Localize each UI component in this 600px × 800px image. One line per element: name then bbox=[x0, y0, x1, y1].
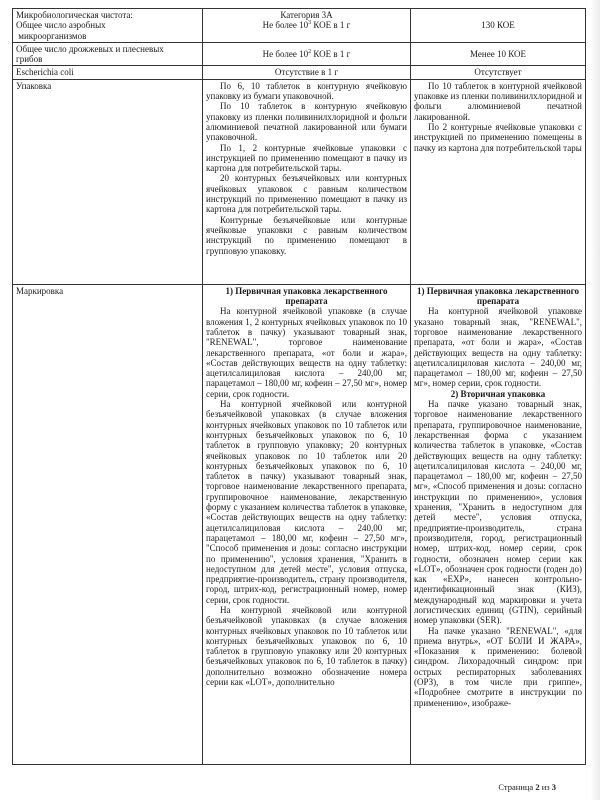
table-row-marking bbox=[13, 284, 586, 764]
table-row-packaging bbox=[13, 79, 586, 284]
marking-result-paragraph: На контурной ячейковой упаковке указано товарный знак, "RENEWAL", торговое наименование лекарственного препарата, «от боли и жара», «Состав действующих веществ на одну таблетку: ацетилсалициловая кислота – 240,00 мг, парацетамол – 180,00 мг, кофеин – 27,50 мг», номер серии, срок годности. bbox=[414, 306, 582, 389]
micro-result: 130 КОЕ bbox=[481, 20, 515, 31]
packaging-paragraph: По 10 таблеток в контурную ячейковую упаковку из пленки поливинилхлоридной и фольги алюминиевой печатной лакированной или бумаги упаковочной. bbox=[206, 101, 407, 143]
ecoli-result-cell: Отсутствует bbox=[411, 66, 586, 79]
yeast-label-line: грибов bbox=[16, 54, 43, 65]
marking-norm-cell bbox=[203, 284, 411, 764]
packaging-label-cell: Упаковка bbox=[13, 79, 203, 284]
marking-paragraph: На контурной ячейковой упаковке (в случае вложения 1, 2 контурных ячейковых упаковок по 10 таблеток в пачку) указывают товарный знак, "RENEWAL", торговое наименование лекарственного препарата, «от боли и жара», «Состав действующих веществ на одну таблетку: ацетилсалициловая кислота – 240,00 мг, парацетамол – 180,00 мг, кофеин – 27,50 мг», номер серии, срок годности. bbox=[206, 306, 407, 399]
yeast-result-cell bbox=[411, 42, 586, 66]
packaging-paragraph: 20 контурных безъячейковых или контурных ячейковых упаковок с равным количеством инструкций по применению помещают в пачку из картона для потребительской тары. bbox=[206, 173, 407, 215]
specification-table bbox=[12, 8, 586, 765]
micro-label-line: Микробиологическая чистота: bbox=[16, 10, 133, 20]
yeast-limit-text: Не более 10 bbox=[262, 49, 309, 60]
micro-label-cell bbox=[13, 9, 203, 43]
marking-result-heading-secondary: 2) Вторичная упаковка bbox=[450, 388, 546, 399]
packaging-paragraph: По 6, 10 таблеток в контурную ячейковую упаковку из бумаги упаковочной. bbox=[206, 80, 407, 102]
marking-result-cell bbox=[411, 284, 586, 764]
footer-page-number: 2 bbox=[535, 782, 540, 792]
yeast-result: Менее 10 КОЕ bbox=[470, 49, 526, 60]
packaging-result-cell bbox=[411, 79, 586, 284]
micro-category: Категория 3А bbox=[280, 10, 333, 20]
footer-prefix: Страница bbox=[498, 782, 536, 792]
ecoli-label-cell: Escherichia coli bbox=[13, 66, 203, 79]
yeast-limit-unit: КОЕ в 1 г bbox=[311, 49, 351, 60]
marking-heading: 1) Первичная упаковка лекарственного препарата bbox=[225, 285, 388, 307]
packaging-result-paragraph: По 2 контурные ячейковые упаковки с инструкцией по применению помещены в пачку из картона для потребительской тары bbox=[414, 121, 582, 153]
scan-edge-shadow bbox=[590, 0, 600, 800]
micro-label-line: микроорганизмов bbox=[16, 30, 87, 41]
micro-limit-unit: КОЕ в 1 г bbox=[311, 20, 351, 31]
yeast-norm-cell bbox=[203, 42, 411, 66]
packaging-result-paragraph: По 10 таблеток в контурной ячейковой упаковке из пленки поливинилхлоридной и фольги алюминиевой печатной лакированной. bbox=[414, 80, 582, 122]
table-row-micro bbox=[13, 9, 586, 43]
micro-result-cell bbox=[411, 9, 586, 43]
marking-paragraph: На контурной ячейковой или контурной безъячейковой упаковках (в случае вложения контурных ячейковых упаковок по 10 таблеток или контурных безъячейковых упаковок по 6, 10 таблеток в групповую упаковку или 20 контурных безъячейковых упаковок по 6, 10 таблеток в пачку) дополнительно возможно обозначение номера серии как «LOT», дополнительно bbox=[206, 604, 407, 688]
micro-limit-text: Не более 10 bbox=[262, 20, 309, 31]
yeast-limit-exponent: 2 bbox=[308, 49, 312, 56]
page-footer bbox=[498, 782, 556, 792]
yeast-label-cell bbox=[13, 42, 203, 66]
marking-paragraph: На контурной ячейковой или контурной безъячейковой упаковках (в случае вложения контурных ячейковых упаковок по 10 таблеток или контурных безъячейковых упаковок по 6, 10 таблеток в групповую упаковку; 20 контурных ячейковых упаковок по 10 таблеток или 20 контурных безъячейковых упаковок по 6, 10 таблеток в пачку) указывают товарный знак, торговое наименование лекарственного препарата, группировочное наименование, лекарственную форму с указанием количества таблеток в упаковке, «Состав действующих веществ на одну таблетку: ацетилсалициловая кислота – 240,00 мг, парацетамол – 180,00 мг, кофеин – 27,50 мг», "Способ применения и дозы: согласно инструкции по применению", условия хранения, "Хранить в недоступном для детей месте", условия отпуска, предприятие-производитель, страну производителя, город, штрих-код, регистрационный номер, номер серии, срок годности. bbox=[206, 399, 407, 605]
footer-page-total: 3 bbox=[551, 782, 556, 792]
ecoli-norm-cell: Отсутствие в 1 г bbox=[203, 66, 411, 79]
packaging-paragraph: По 1, 2 контурные ячейковые упаковки с инструкцией по применению помещают в пачку из картона для потребительской тары. bbox=[206, 142, 407, 174]
micro-label-line: Общее число аэробных bbox=[16, 20, 106, 31]
marking-label-cell: Маркировка bbox=[13, 284, 203, 764]
micro-limit bbox=[206, 20, 407, 30]
packaging-paragraph: Контурные безъячейковые или контурные ячейковые упаковки с равным количеством инструкций по применению помещают в групповую упаковку. bbox=[206, 214, 407, 256]
marking-result-paragraph: На пачке указано "RENEWAL", «для приема внутрь», «ОТ БОЛИ И ЖАРА», «Показания к применению: болевой синдром. Лихорадочный синдром: при острых респираторных заболеваниях (ОРЗ), в том числе при гриппе», «Подробнее смотрите в инструкции по применению», изображе- bbox=[414, 625, 582, 708]
micro-limit-exponent: 3 bbox=[308, 20, 312, 27]
table-row-yeast bbox=[13, 42, 586, 66]
marking-result-paragraph: На пачке указано товарный знак, торговое наименование лекарственного препарата, группировочное наименование, лекарственная форма с указанием количества таблеток в упаковке, «Состав действующих веществ на одну таблетку: ацетилсалициловая кислота – 240,00 мг, парацетамол – 180,00 мг, кофеин – 27,50 мг», «Способ применения и дозы: согласно инструкции по применению», условия хранения, "Хранить в недоступном для детей месте", условия отпуска, предприятие-производитель, страна производителя, город, регистрационный номер, штрих-код, номер серии, срок годности, обозначен номер серии как «LOT», обозначен срок годности (годен до) как «EXP», нанесен контрольно-идентификационный знак (КИЗ), международный код маркировки и учета логистических единиц (GTIN), серийный номер упаковки (SER). bbox=[414, 399, 582, 626]
marking-result-heading-primary: 1) Первичная упаковка лекарственного препарата bbox=[417, 285, 579, 307]
footer-separator: из bbox=[539, 782, 552, 792]
table-row-ecoli bbox=[13, 66, 586, 79]
yeast-label-line: Общее число дрожжевых и плесневых bbox=[16, 43, 164, 54]
packaging-norm-cell bbox=[203, 79, 411, 284]
micro-norm-cell bbox=[203, 9, 411, 43]
